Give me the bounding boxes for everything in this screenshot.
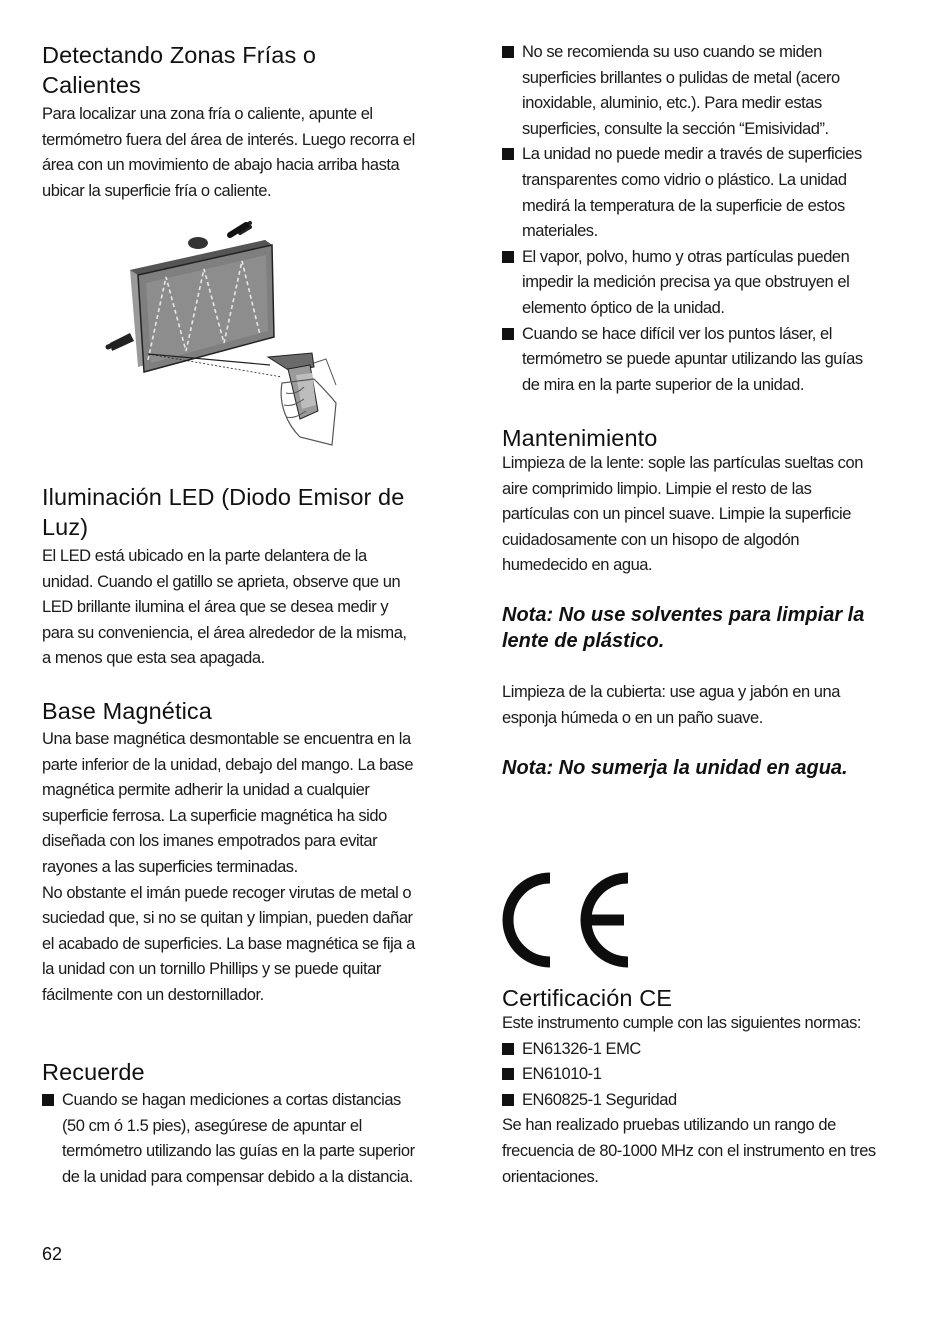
section-led-illumination bbox=[42, 482, 417, 672]
thermometer-scan-illustration bbox=[100, 215, 345, 450]
section-maintenance bbox=[502, 423, 877, 579]
page-number: 62 bbox=[42, 1244, 63, 1264]
section-body: Limpieza de la lente: sople las partículas sueltas con aire comprimido limpio. Limpie el resto de las partículas con un pincel suave. Limpie la superficie cuidadosamente con un hisopo de algodón humedecido en agua. bbox=[502, 454, 863, 575]
bullet-square-icon bbox=[42, 1094, 54, 1106]
note-text: Nota: No sumerja la unidad en agua. bbox=[502, 757, 848, 779]
section-body: Una base magnética desmontable se encuentra en la parte inferior de la unidad, debajo del mango. La base magnética permite adherir la unidad a cualquier superficie ferrosa. La superficie magnética ha sido diseñada con los imanes empotrados para evitar rayones a las superficies terminadas. bbox=[42, 730, 414, 876]
section-body: El LED está ubicado en la parte delantera de la unidad. Cuando el gatillo se aprieta, observe que un LED brillante ilumina el área que se desea medir y para su conveniencia, el área alrededor de la misma, a menos que esta sea apagada. bbox=[42, 547, 407, 668]
note-lens bbox=[502, 603, 877, 654]
section-magnetic-base bbox=[42, 696, 417, 1009]
bullet-list bbox=[502, 40, 877, 398]
section-title: Iluminación LED (Diodo Emisor de Luz) bbox=[42, 484, 405, 540]
housing-cleaning bbox=[502, 680, 877, 731]
bullet-list bbox=[502, 1037, 877, 1114]
section-body: No obstante el imán puede recoger virutas de metal o suciedad que, si no se quitan y limpian, pueden dañar el acabado de superficies. La base magnética se fija a la unidad con un tornillo Phillips y se puede quitar fácilmente con un destornillador. bbox=[42, 883, 415, 1004]
section-title: Mantenimiento bbox=[502, 425, 658, 451]
section-title: Detectando Zonas Frías o Calientes bbox=[42, 42, 317, 98]
section-title: Base Magnética bbox=[42, 698, 212, 724]
bullet-square-icon bbox=[502, 1068, 514, 1080]
bullet-list bbox=[42, 1088, 417, 1190]
list-item: EN61326-1 EMC bbox=[502, 1037, 877, 1063]
section-body: Se han realizado pruebas utilizando un rango de frecuencia de 80-1000 MHz con el instrumento en tres orientaciones. bbox=[502, 1116, 876, 1186]
list-item: Cuando se hace difícil ver los puntos láser, el termómetro se puede apuntar utilizando las guías de mira en la parte superior de la unidad. bbox=[502, 322, 877, 399]
section-ce-certification bbox=[502, 983, 877, 1190]
section-body: Este instrumento cumple con las siguientes normas: bbox=[502, 1014, 862, 1032]
warnings-block bbox=[502, 40, 877, 398]
bullet-square-icon bbox=[502, 1043, 514, 1055]
section-title: Certificación CE bbox=[502, 985, 673, 1011]
list-item: EN60825-1 Seguridad bbox=[502, 1088, 877, 1114]
section-remember bbox=[42, 1057, 417, 1190]
bullet-square-icon bbox=[502, 1094, 514, 1106]
list-item: No se recomienda su uso cuando se miden superficies brillantes o pulidas de metal (acero inoxidable, aluminio, etc.). Para medir estas superficies, consulte la sección “Emisividad”. bbox=[502, 40, 877, 142]
bullet-square-icon bbox=[502, 251, 514, 263]
list-item: La unidad no puede medir a través de superficies transparentes como vidrio o plástico. La unidad medirá la temperatura de la superficie de estos materiales. bbox=[502, 142, 877, 244]
list-item: Cuando se hagan mediciones a cortas distancias (50 cm ó 1.5 pies), asegúrese de apuntar el termómetro utilizando las guías en la parte superior de la unidad para compensar debido a la distancia. bbox=[42, 1088, 417, 1190]
bullet-square-icon bbox=[502, 328, 514, 340]
section-body: Limpieza de la cubierta: use agua y jabón en una esponja húmeda o en un paño suave. bbox=[502, 683, 840, 727]
note-submerge bbox=[502, 756, 877, 782]
ce-mark-logo bbox=[500, 870, 635, 970]
list-item: EN61010-1 bbox=[502, 1062, 877, 1088]
bullet-square-icon bbox=[502, 46, 514, 58]
bullet-square-icon bbox=[502, 148, 514, 160]
list-item: El vapor, polvo, humo y otras partículas pueden impedir la medición precisa ya que obstruyen el elemento óptico de la unidad. bbox=[502, 245, 877, 322]
section-body: Para localizar una zona fría o caliente, apunte el termómetro fuera del área de interés. Luego recorra el área con un movimiento de abajo hacia arriba hasta ubicar la superficie fría o caliente. bbox=[42, 105, 415, 200]
section-cold-hot-spots bbox=[42, 40, 417, 204]
note-text: Nota: No use solventes para limpiar la lente de plástico. bbox=[502, 604, 865, 652]
section-title: Recuerde bbox=[42, 1059, 145, 1085]
